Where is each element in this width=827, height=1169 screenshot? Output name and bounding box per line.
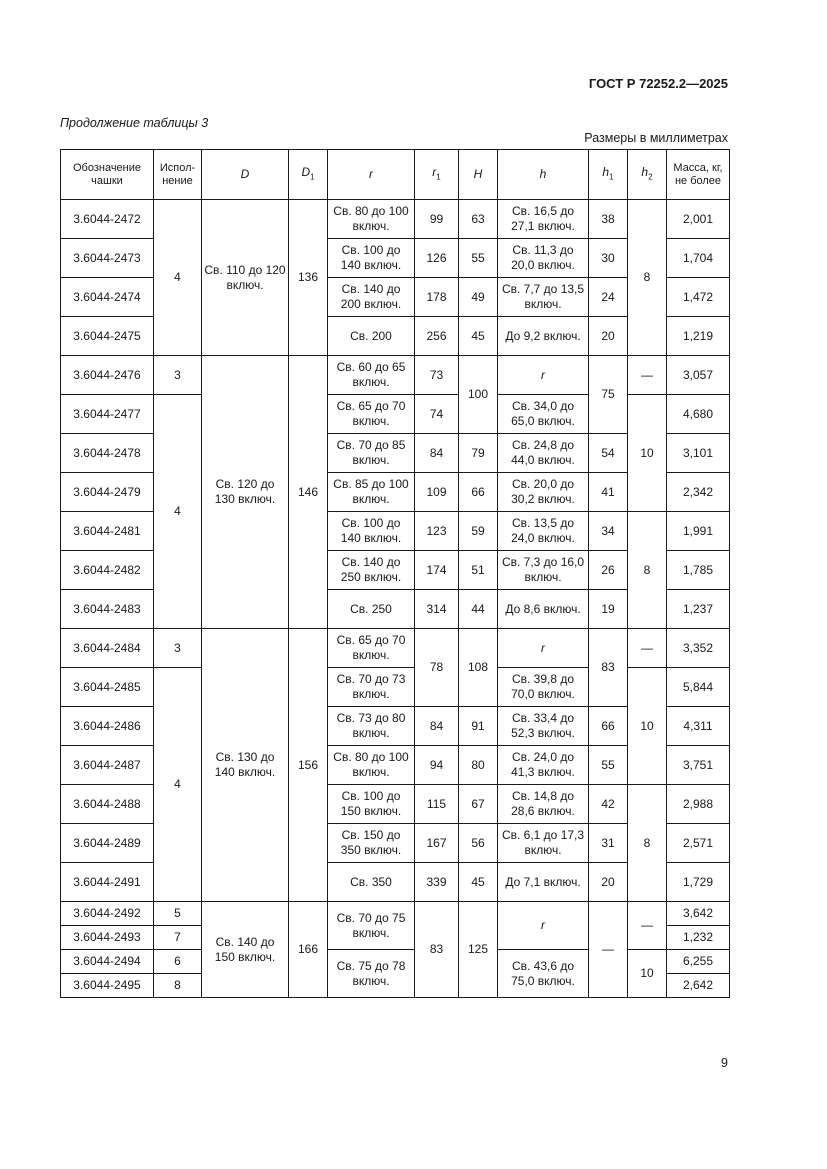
cell-r: Св. 140 до 250 включ. — [328, 551, 415, 590]
cell-h: Св. 43,6 до 75,0 включ. — [498, 950, 589, 998]
cell-h2: 10 — [628, 395, 667, 512]
cell-h-upper: 49 — [459, 278, 498, 317]
cell-designation: 3.6044-2481 — [61, 512, 154, 551]
cell-version: 3 — [154, 629, 202, 668]
table-row — [61, 356, 730, 395]
cell-h1: 34 — [589, 512, 628, 551]
cell-h1: 20 — [589, 863, 628, 902]
cell-h: r — [498, 629, 589, 668]
cell-mass: 2,642 — [667, 974, 730, 998]
cell-h1: 41 — [589, 473, 628, 512]
cell-h-upper: 79 — [459, 434, 498, 473]
cell-h: Св. 24,0 до 41,3 включ. — [498, 746, 589, 785]
cell-r: Св. 70 до 75 включ. — [328, 902, 415, 950]
cell-h-upper: 125 — [459, 902, 498, 998]
cell-designation: 3.6044-2473 — [61, 239, 154, 278]
cell-r1: 84 — [415, 707, 459, 746]
cell-r1: 174 — [415, 551, 459, 590]
col-header-designation: Обозначение чашки — [61, 150, 154, 200]
cell-h1: 83 — [589, 629, 628, 707]
header-row — [61, 150, 730, 200]
cell-d: Св. 140 до 150 включ. — [202, 902, 289, 998]
cell-h2: 8 — [628, 785, 667, 902]
cell-r1: 94 — [415, 746, 459, 785]
cell-h-upper: 108 — [459, 629, 498, 707]
cell-designation: 3.6044-2475 — [61, 317, 154, 356]
cell-h: Св. 13,5 до 24,0 включ. — [498, 512, 589, 551]
cell-r1: 83 — [415, 902, 459, 998]
cell-h: Св. 34,0 до 65,0 включ. — [498, 395, 589, 434]
cell-h2: — — [628, 356, 667, 395]
cell-h1: 55 — [589, 746, 628, 785]
cell-designation: 3.6044-2477 — [61, 395, 154, 434]
document-header: ГОСТ Р 72252.2—2025 — [588, 76, 728, 91]
cell-h1: 26 — [589, 551, 628, 590]
cell-designation: 3.6044-2476 — [61, 356, 154, 395]
cell-d: Св. 110 до 120 включ. — [202, 200, 289, 356]
cell-d1: 166 — [289, 902, 328, 998]
cell-version: 8 — [154, 974, 202, 998]
cell-r: Св. 100 до 140 включ. — [328, 512, 415, 551]
units-note: Размеры в миллиметрах — [584, 131, 728, 145]
cell-d1: 136 — [289, 200, 328, 356]
cell-mass: 1,472 — [667, 278, 730, 317]
cell-h1: 75 — [589, 356, 628, 434]
cell-designation: 3.6044-2486 — [61, 707, 154, 746]
cell-r1: 73 — [415, 356, 459, 395]
cell-r1: 167 — [415, 824, 459, 863]
col-header-version: Испол-нение — [154, 150, 202, 200]
cell-mass: 3,352 — [667, 629, 730, 668]
cell-h: Св. 33,4 до 52,3 включ. — [498, 707, 589, 746]
cell-r: Св. 75 до 78 включ. — [328, 950, 415, 998]
cell-mass: 1,729 — [667, 863, 730, 902]
cell-h2: — — [628, 629, 667, 668]
cell-h: Св. 7,3 до 16,0 включ. — [498, 551, 589, 590]
cell-d1: 156 — [289, 629, 328, 902]
cell-mass: 1,704 — [667, 239, 730, 278]
cell-r1: 256 — [415, 317, 459, 356]
table-row — [61, 629, 730, 668]
cell-h: Св. 7,7 до 13,5 включ. — [498, 278, 589, 317]
page-number: 9 — [721, 1056, 728, 1070]
col-header-mass: Масса, кг, не более — [667, 150, 730, 200]
cell-r: Св. 80 до 100 включ. — [328, 200, 415, 239]
cell-h-upper: 63 — [459, 200, 498, 239]
cell-version: 6 — [154, 950, 202, 974]
table-row — [61, 950, 730, 974]
cell-r1: 314 — [415, 590, 459, 629]
col-header-d: D — [202, 150, 289, 200]
cell-r1: 109 — [415, 473, 459, 512]
cell-mass: 1,237 — [667, 590, 730, 629]
cell-mass: 3,751 — [667, 746, 730, 785]
cell-r: Св. 85 до 100 включ. — [328, 473, 415, 512]
cell-h1: 54 — [589, 434, 628, 473]
cell-h1: 38 — [589, 200, 628, 239]
cell-r: Св. 60 до 65 включ. — [328, 356, 415, 395]
cell-version: 4 — [154, 395, 202, 629]
cell-h: Св. 6,1 до 17,3 включ. — [498, 824, 589, 863]
cell-h-upper: 56 — [459, 824, 498, 863]
cell-designation: 3.6044-2472 — [61, 200, 154, 239]
cell-d1: 146 — [289, 356, 328, 629]
cell-h2: 10 — [628, 668, 667, 785]
cell-r1: 99 — [415, 200, 459, 239]
cell-r: Св. 150 до 350 включ. — [328, 824, 415, 863]
cell-r: Св. 80 до 100 включ. — [328, 746, 415, 785]
cell-mass: 1,232 — [667, 926, 730, 950]
cell-h-upper: 100 — [459, 356, 498, 434]
cell-h: До 9,2 включ. — [498, 317, 589, 356]
cell-version: 3 — [154, 356, 202, 395]
cell-h: Св. 20,0 до 30,2 включ. — [498, 473, 589, 512]
cell-mass: 1,219 — [667, 317, 730, 356]
cell-d: Св. 130 до 140 включ. — [202, 629, 289, 902]
cell-r1: 84 — [415, 434, 459, 473]
cell-designation: 3.6044-2485 — [61, 668, 154, 707]
cell-r: Св. 70 до 73 включ. — [328, 668, 415, 707]
cell-h1: — — [589, 902, 628, 998]
cell-h1: 30 — [589, 239, 628, 278]
cell-mass: 1,785 — [667, 551, 730, 590]
cell-h: До 7,1 включ. — [498, 863, 589, 902]
cell-h1: 20 — [589, 317, 628, 356]
cell-h: r — [498, 356, 589, 395]
col-header-r: r — [328, 150, 415, 200]
cell-r1: 126 — [415, 239, 459, 278]
cell-mass: 4,680 — [667, 395, 730, 434]
cell-mass: 4,311 — [667, 707, 730, 746]
col-header-d1: $D_1$ — [289, 150, 328, 200]
cell-designation: 3.6044-2482 — [61, 551, 154, 590]
cell-d: Св. 120 до 130 включ. — [202, 356, 289, 629]
cell-r: Св. 200 — [328, 317, 415, 356]
table-row — [61, 395, 730, 434]
cell-designation: 3.6044-2478 — [61, 434, 154, 473]
col-header-h1: $h_1$ — [589, 150, 628, 200]
cell-h-upper: 51 — [459, 551, 498, 590]
cell-r1: 339 — [415, 863, 459, 902]
cell-h-upper: 59 — [459, 512, 498, 551]
cell-r: Св. 65 до 70 включ. — [328, 395, 415, 434]
cell-mass: 1,991 — [667, 512, 730, 551]
cell-designation: 3.6044-2494 — [61, 950, 154, 974]
cell-mass: 2,001 — [667, 200, 730, 239]
cell-h: До 8,6 включ. — [498, 590, 589, 629]
cell-designation: 3.6044-2493 — [61, 926, 154, 950]
cell-designation: 3.6044-2488 — [61, 785, 154, 824]
cell-designation: 3.6044-2483 — [61, 590, 154, 629]
cell-h2: 8 — [628, 512, 667, 629]
cell-version: 4 — [154, 668, 202, 902]
cell-h-upper: 66 — [459, 473, 498, 512]
cell-h1: 66 — [589, 707, 628, 746]
cell-h: Св. 39,8 до 70,0 включ. — [498, 668, 589, 707]
cell-h: Св. 24,8 до 44,0 включ. — [498, 434, 589, 473]
cell-mass: 3,642 — [667, 902, 730, 926]
cell-mass: 6,255 — [667, 950, 730, 974]
cell-h-upper: 80 — [459, 746, 498, 785]
dimensions-table — [60, 149, 730, 998]
cell-h: Св. 16,5 до 27,1 включ. — [498, 200, 589, 239]
col-header-h: h — [498, 150, 589, 200]
cell-r: Св. 140 до 200 включ. — [328, 278, 415, 317]
cell-h1: 19 — [589, 590, 628, 629]
cell-r1: 123 — [415, 512, 459, 551]
col-header-h2: $h_2$ — [628, 150, 667, 200]
table-row — [61, 902, 730, 926]
cell-h-upper: 91 — [459, 707, 498, 746]
cell-h-upper: 45 — [459, 863, 498, 902]
cell-designation: 3.6044-2487 — [61, 746, 154, 785]
cell-mass: 3,057 — [667, 356, 730, 395]
cell-designation: 3.6044-2474 — [61, 278, 154, 317]
cell-h-upper: 55 — [459, 239, 498, 278]
cell-mass: 5,844 — [667, 668, 730, 707]
cell-h: Св. 14,8 до 28,6 включ. — [498, 785, 589, 824]
cell-r1: 78 — [415, 629, 459, 707]
col-header-h-upper: H — [459, 150, 498, 200]
cell-designation: 3.6044-2489 — [61, 824, 154, 863]
cell-designation: 3.6044-2495 — [61, 974, 154, 998]
cell-r: Св. 100 до 140 включ. — [328, 239, 415, 278]
cell-h: Св. 11,3 до 20,0 включ. — [498, 239, 589, 278]
cell-designation: 3.6044-2479 — [61, 473, 154, 512]
cell-h-upper: 67 — [459, 785, 498, 824]
col-header-r1: $r_1$ — [415, 150, 459, 200]
cell-mass: 2,342 — [667, 473, 730, 512]
cell-r: Св. 100 до 150 включ. — [328, 785, 415, 824]
cell-r: Св. 73 до 80 включ. — [328, 707, 415, 746]
cell-mass: 3,101 — [667, 434, 730, 473]
cell-h1: 24 — [589, 278, 628, 317]
cell-h2: 10 — [628, 950, 667, 998]
cell-r: Св. 70 до 85 включ. — [328, 434, 415, 473]
cell-r1: 178 — [415, 278, 459, 317]
cell-r: Св. 65 до 70 включ. — [328, 629, 415, 668]
table-row — [61, 668, 730, 707]
cell-version: 4 — [154, 200, 202, 356]
table-continuation-caption: Продолжение таблицы 3 — [60, 116, 209, 130]
cell-designation: 3.6044-2491 — [61, 863, 154, 902]
cell-version: 5 — [154, 902, 202, 926]
cell-h: r — [498, 902, 589, 950]
cell-version: 7 — [154, 926, 202, 950]
cell-h-upper: 44 — [459, 590, 498, 629]
cell-h1: 31 — [589, 824, 628, 863]
cell-mass: 2,571 — [667, 824, 730, 863]
cell-r: Св. 250 — [328, 590, 415, 629]
cell-h-upper: 45 — [459, 317, 498, 356]
cell-r1: 115 — [415, 785, 459, 824]
cell-r: Св. 350 — [328, 863, 415, 902]
cell-h1: 42 — [589, 785, 628, 824]
table-row — [61, 200, 730, 239]
cell-designation: 3.6044-2492 — [61, 902, 154, 926]
cell-r1: 74 — [415, 395, 459, 434]
cell-designation: 3.6044-2484 — [61, 629, 154, 668]
cell-mass: 2,988 — [667, 785, 730, 824]
cell-h2: 8 — [628, 200, 667, 356]
cell-h2: — — [628, 902, 667, 950]
